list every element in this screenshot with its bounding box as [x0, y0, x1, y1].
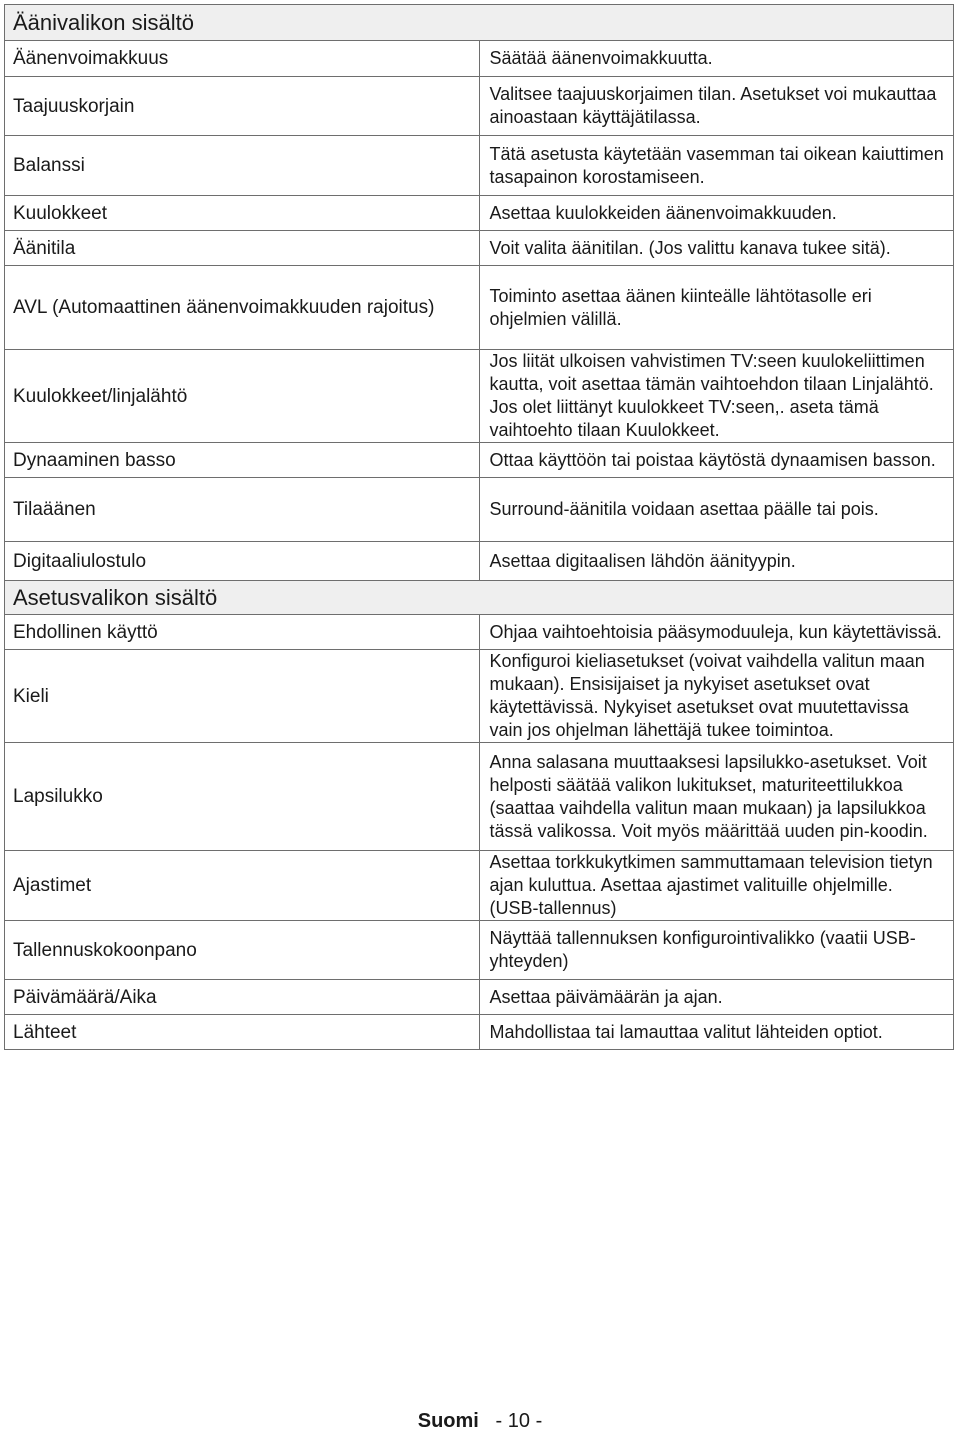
table-row — [5, 921, 954, 980]
setting-description: Jos liität ulkoisen vahvistimen TV:seen kuulokeliittimen kautta, voit asettaa tämän vaihtoehdon tilaan Linjalähtö. Jos olet liittänyt kuulokkeet TV:seen,. aseta tämä vaihtoehto tilaan Kuulokkeet. — [479, 350, 954, 443]
setting-description: Toiminto asettaa äänen kiinteälle lähtötasolle eri ohjelmien välillä. — [479, 266, 954, 350]
table-row — [5, 266, 954, 350]
table-row — [5, 350, 954, 443]
table-row — [5, 77, 954, 136]
setting-description: Asettaa päivämäärän ja ajan. — [479, 980, 954, 1015]
table-row — [5, 650, 954, 743]
setting-description: Voit valita äänitilan. (Jos valittu kanava tukee sitä). — [479, 231, 954, 266]
setting-label: Digitaaliulostulo — [5, 542, 480, 581]
setting-label: Dynaaminen basso — [5, 443, 480, 478]
setting-description: Mahdollistaa tai lamauttaa valitut lähteiden optiot. — [479, 1015, 954, 1050]
setting-label: Lähteet — [5, 1015, 480, 1050]
setting-label: Ajastimet — [5, 851, 480, 921]
table-row — [5, 980, 954, 1015]
setting-label: Tallennuskokoonpano — [5, 921, 480, 980]
footer-language: Suomi — [417, 1410, 479, 1432]
table-row — [5, 1015, 954, 1050]
setting-description: Asettaa torkkukytkimen sammuttamaan television tietyn ajan kuluttua. Asettaa ajastimet valituille ohjelmille. (USB-tallennus) — [479, 851, 954, 921]
setting-description: Näyttää tallennuksen konfigurointivalikko (vaatii USB-yhteyden) — [479, 921, 954, 980]
setting-label: Kuulokkeet — [5, 196, 480, 231]
setting-description: Ohjaa vaihtoehtoisia pääsymoduuleja, kun käytettävissä. — [479, 615, 954, 650]
setting-label: Ehdollinen käyttö — [5, 615, 480, 650]
setting-label: Lapsilukko — [5, 743, 480, 851]
setting-description: Asettaa kuulokkeiden äänenvoimakkuuden. — [479, 196, 954, 231]
setting-description: Anna salasana muuttaaksesi lapsilukko-asetukset. Voit helposti säätää valikon lukitukset, maturiteettilukkoa (saattaa vaihdella valitun maan mukaan) ja lapsilukkoa tässä valikossa. Voit myös määrittää uuden pin-koodin. — [479, 743, 954, 851]
table-row — [5, 542, 954, 581]
page-number: - 10 - — [495, 1410, 543, 1432]
setting-description: Asettaa digitaalisen lähdön äänityypin. — [479, 542, 954, 581]
menu-table — [4, 4, 954, 1050]
setting-description: Säätää äänenvoimakkuutta. — [479, 41, 954, 77]
table-row — [5, 615, 954, 650]
section-title: Äänivalikon sisältö — [5, 5, 954, 41]
setting-label: AVL (Automaattinen äänenvoimakkuuden rajoitus) — [5, 266, 480, 350]
setting-description: Valitsee taajuuskorjaimen tilan. Asetukset voi mukauttaa ainoastaan käyttäjätilassa. — [479, 77, 954, 136]
setting-label: Kieli — [5, 650, 480, 743]
table-row — [5, 196, 954, 231]
setting-label: Kuulokkeet/linjalähtö — [5, 350, 480, 443]
table-row — [5, 231, 954, 266]
setting-label: Äänenvoimakkuus — [5, 41, 480, 77]
section-title: Asetusvalikon sisältö — [5, 581, 954, 615]
table-row — [5, 136, 954, 196]
setting-description: Tätä asetusta käytetään vasemman tai oikean kaiuttimen tasapainon korostamiseen. — [479, 136, 954, 196]
page-footer — [0, 1410, 960, 1433]
setting-description: Surround-äänitila voidaan asettaa päälle tai pois. — [479, 478, 954, 542]
table-row — [5, 41, 954, 77]
setting-label: Äänitila — [5, 231, 480, 266]
table-row — [5, 478, 954, 542]
table-row — [5, 743, 954, 851]
setting-label: Taajuuskorjain — [5, 77, 480, 136]
setting-label: Balanssi — [5, 136, 480, 196]
setting-label: Tilaäänen — [5, 478, 480, 542]
setting-description: Konfiguroi kieliasetukset (voivat vaihdella valitun maan mukaan). Ensisijaiset ja nykyiset asetukset ovat käytettävissä. Nykyiset asetukset ovat muutettavissa vain jos ohjelman lähettäjä tukee toimintoa. — [479, 650, 954, 743]
setting-label: Päivämäärä/Aika — [5, 980, 480, 1015]
table-row — [5, 851, 954, 921]
setting-description: Ottaa käyttöön tai poistaa käytöstä dynaamisen basson. — [479, 443, 954, 478]
table-row — [5, 443, 954, 478]
